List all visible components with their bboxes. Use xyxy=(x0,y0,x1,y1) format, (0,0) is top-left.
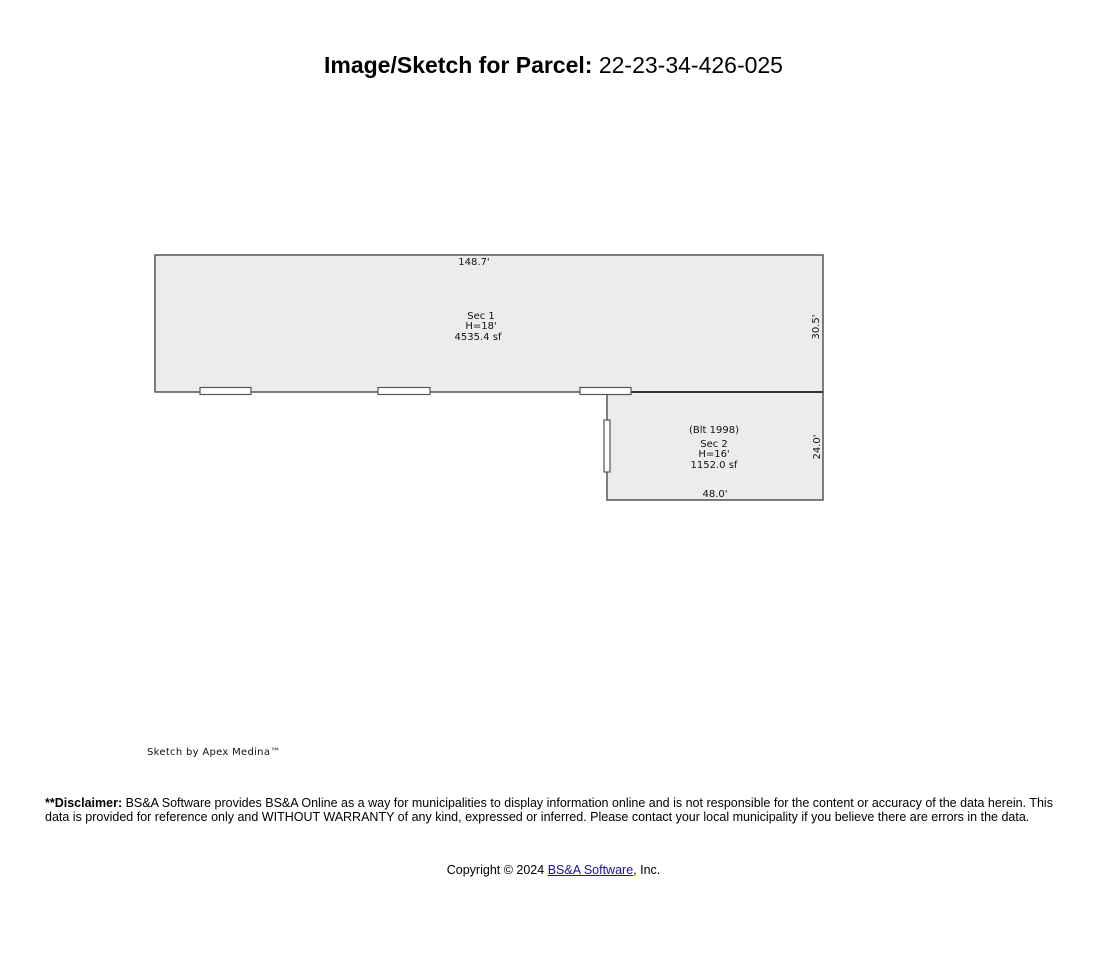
copyright xyxy=(0,863,1107,877)
copyright-prefix: Copyright © 2024 xyxy=(446,863,548,877)
door-symbol-2 xyxy=(378,388,430,395)
page-title-label: Image/Sketch for Parcel: xyxy=(324,52,593,78)
section-2-height: H=16' xyxy=(698,449,730,460)
door-symbol-4 xyxy=(604,420,610,472)
section-2-name: Sec 2 xyxy=(700,439,728,450)
section-2-area: 1152.0 sf xyxy=(690,460,738,471)
section-2-side-dimension: 24.0' xyxy=(812,434,823,460)
parcel-number: 22-23-34-426-025 xyxy=(598,52,783,78)
sketch-credit: Sketch by Apex Medina™ xyxy=(147,747,281,758)
door-symbol-3 xyxy=(580,388,631,395)
section-1-top-dimension: 148.7' xyxy=(458,257,490,268)
door-symbol-1 xyxy=(200,388,251,395)
section-1-name: Sec 1 xyxy=(467,311,495,322)
section-2-bottom-dimension: 48.0' xyxy=(702,489,728,500)
disclaimer-text: BS&A Software provides BS&A Online as a way for municipalities to display information online and is not responsible for the content or accuracy of the data herein. This data is provided for reference only and WITHOUT WARRANTY of any kind, expressed or inferred. Please contact your local municipality if you believe there are errors in the data. xyxy=(45,796,1053,824)
copyright-suffix: , Inc. xyxy=(633,863,661,877)
section-1-height: H=18' xyxy=(465,321,497,332)
disclaimer-label: **Disclaimer: xyxy=(45,796,123,810)
bsa-software-link[interactable]: BS&A Software xyxy=(547,863,634,877)
disclaimer xyxy=(45,796,1065,824)
section-2-built: (Blt 1998) xyxy=(689,425,739,436)
section-1-side-dimension: 30.5' xyxy=(811,314,822,340)
section-1-area: 4535.4 sf xyxy=(454,332,502,343)
